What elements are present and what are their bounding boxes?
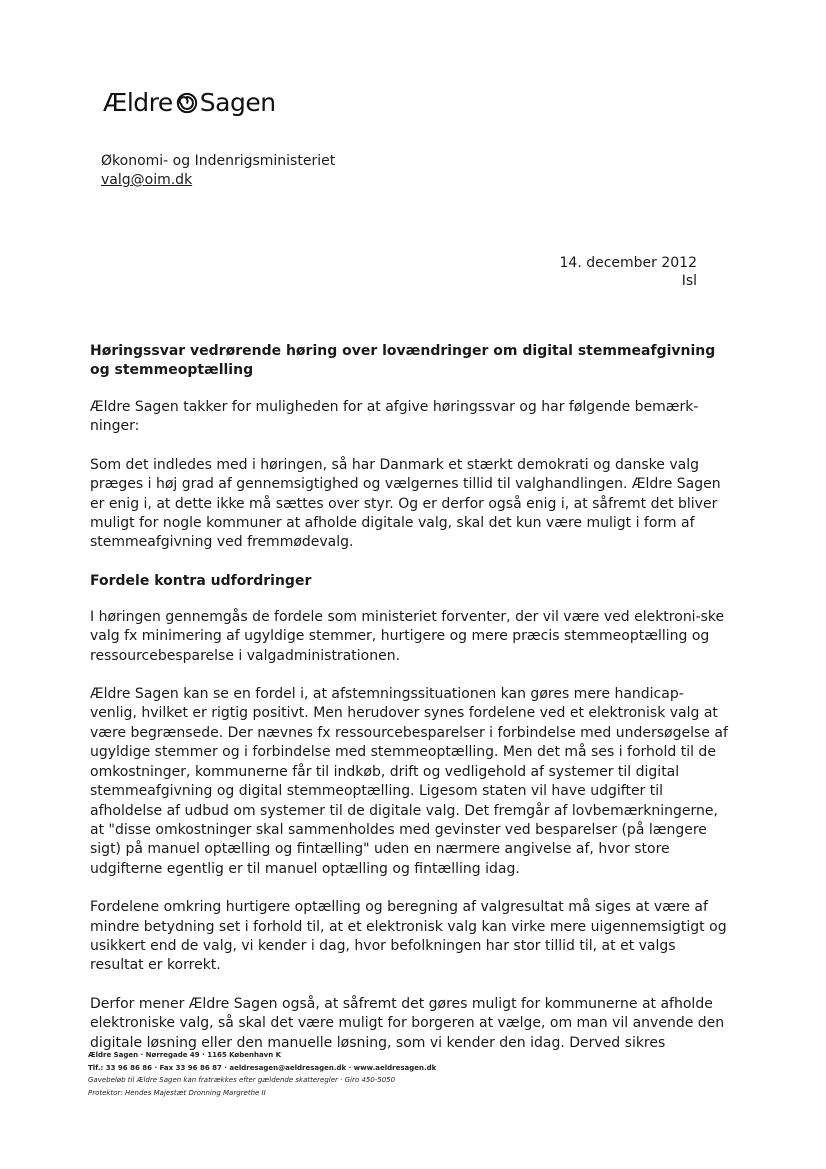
- footer-address: Ældre Sagen · Nørregade 49 · 1165 København K: [88, 1051, 282, 1059]
- author-initials: Isl: [681, 273, 697, 289]
- section-heading: Fordele kontra udfordringer: [90, 572, 312, 589]
- paragraph-1: Som det indledes med i høringen, så har Danmark et stærkt demokrati og danske valg præges i høj grad af gennemsigtighed og vælgernes tillid til valghandlingen. Ældre Sagen er enig i, at dette ikke må sættes over styr. Og er derfor også enig i, at såfremt det bliver muligt for nogle kommuner at afholde digitale valg, skal det kun være muligt i form af stemmeafgivning ved fremmødevalg.: [90, 456, 721, 551]
- recipient-email-link[interactable]: valg@oim.dk: [101, 172, 193, 188]
- recipient-block: [101, 152, 335, 190]
- date-block: [560, 254, 698, 290]
- letter-date: 14. december 2012: [559, 255, 697, 271]
- letterhead-logo: [103, 88, 276, 117]
- footer-protector: Protektor: Hendes Majestæt Dronning Margrethe II: [88, 1088, 266, 1097]
- swirl-icon: [176, 92, 198, 114]
- footer-gift-info: Gavebeløb til Ældre Sagen kan fratrækkes efter gældende skatteregler · Giro 450-5050: [88, 1076, 396, 1084]
- footer-contact: Tlf.: 33 96 86 86 · Fax 33 96 86 87 · aeldresagen@aeldresagen.dk · www.aeldresagen.dk: [88, 1063, 437, 1072]
- paragraph-3: Ældre Sagen kan se en fordel i, at afstemningssituationen kan gøres mere handicap-venlig, hvilket er rigtig positivt. Men herudover synes fordelene ved et elektronisk valg at være begrænsede. Der nævnes fx ressourcebesparelser i forbindelse med undersøgelse af ugyldige stemmer og i forbindelse med stemmeoptælling. Men det må ses i forhold til de omkostninger, kommunerne får til indkøb, drift og vedligehold af systemer til digital stemmeafgivning og digital stemmeoptælling. Ligesom staten vil have udgifter til afholdelse af udbud om systemer til de digitale valg. Det fremgår af lovbemærkningerne, at "disse omkostninger skal sammenholdes med gevinster ved besparelser (på længere sigt) på manuel optælling og fintælling" uden en nærmere angivelse af, hvor store udgifterne egentlig er til manuel optælling og fintælling idag.: [90, 686, 728, 877]
- page-footer: [88, 1049, 436, 1099]
- recipient-name: Økonomi- og Indenrigsministeriet: [101, 153, 336, 169]
- letter-title: Høringssvar vedrørende høring over lovændringer om digital stemmeafgivning og stemmeoptælling: [90, 343, 716, 378]
- paragraph-2: I høringen gennemgås de fordele som ministeriet forventer, der vil være ved elektroni-ske valg fx minimering af ugyldige stemmer, hurtigere og mere præcis stemmeoptælling og ressourcebesparelse i valgadministrationen.: [90, 608, 725, 664]
- paragraph-5: Derfor mener Ældre Sagen også, at såfremt det gøres muligt for kommunerne at afholde elektroniske valg, så skal det være muligt for borgeren at vælge, om man vil anvende den digitale løsning eller den manuelle løsning, som vi kender den idag. Derved sikres: [90, 995, 725, 1051]
- logo-text-left: Ældre: [103, 88, 173, 117]
- letter-body: [90, 342, 730, 1072]
- paragraph-4: Fordelene omkring hurtigere optælling og beregning af valgresultat må siges at være af mindre betydning set i forhold til, at et elektronisk valg kan virke mere uigennemsigtigt og usikkert end de valg, vi kender i dag, hvor befolkningen har stor tillid til, at et valgs resultat er korrekt.: [90, 899, 727, 974]
- intro-paragraph: Ældre Sagen takker for muligheden for at afgive høringssvar og har følgende bemærk-ninger:: [90, 399, 699, 435]
- logo-text-right: Sagen: [199, 88, 276, 117]
